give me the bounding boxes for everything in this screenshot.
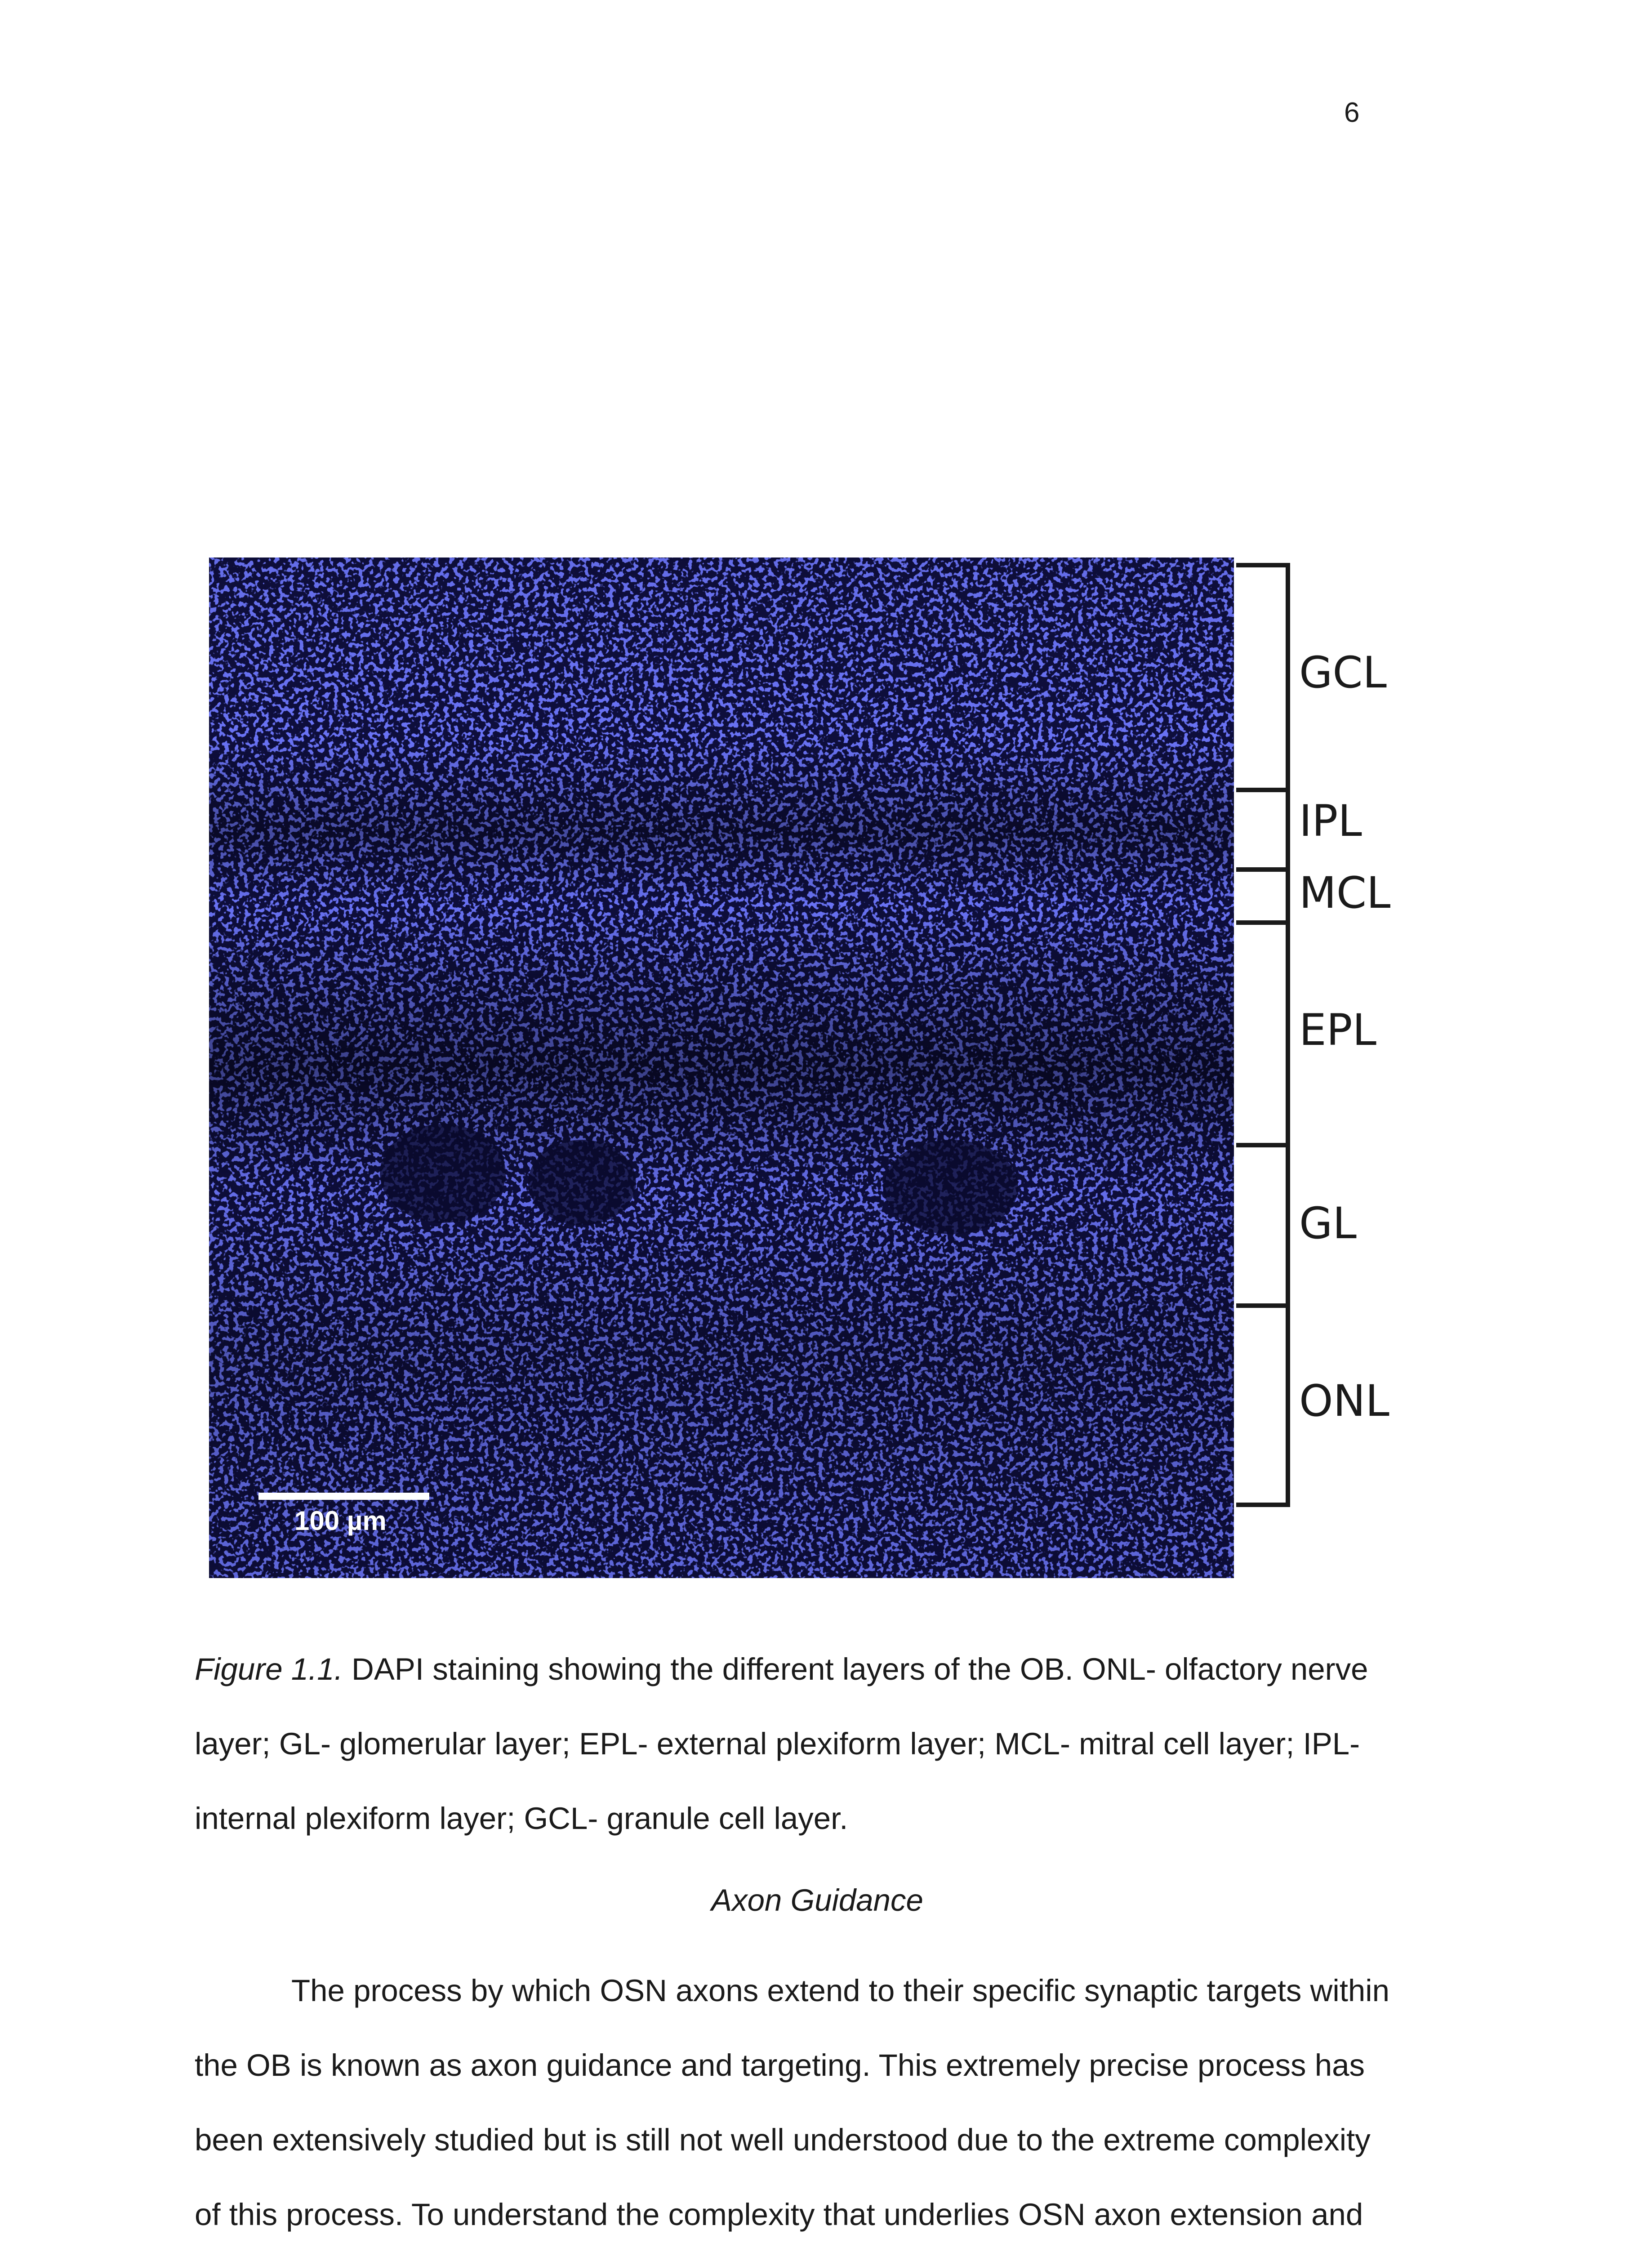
layer-label-ipl: IPL <box>1299 796 1362 846</box>
layer-bracket <box>1236 563 1299 1507</box>
layer-label-epl: EPL <box>1299 1005 1377 1055</box>
layer-label-gl: GL <box>1299 1198 1357 1249</box>
figure-1-1 <box>209 558 1234 1578</box>
scale-bar-label: 100 µm <box>294 1506 387 1536</box>
glomerulus <box>528 1140 636 1225</box>
layer-label-mcl: MCL <box>1299 868 1391 918</box>
glomerulus <box>380 1124 506 1223</box>
body-line: the OB is known as axon guidance and targeting. This extremely precise process has <box>195 2048 1365 2083</box>
layer-label-gcl: GCL <box>1299 647 1387 698</box>
scale-bar <box>258 1493 429 1500</box>
layer-label-onl: ONL <box>1299 1376 1389 1426</box>
layer-banding <box>209 558 1234 1578</box>
body-paragraph <box>195 1954 1440 2248</box>
body-line: The process by which OSN axons extend to their specific synaptic targets within <box>291 1973 1389 2008</box>
body-line: of this process. To understand the complexity that underlies OSN axon extension and <box>195 2197 1363 2232</box>
section-heading: Axon Guidance <box>711 1883 923 1918</box>
page-number: 6 <box>1344 97 1360 128</box>
caption-label: Figure 1.1. <box>195 1652 343 1686</box>
glomerulus <box>883 1140 1018 1234</box>
dapi-micrograph <box>209 558 1234 1578</box>
caption-text: DAPI staining showing the different layers of the OB. ONL- olfactory nerve layer; GL- glomerular layer; EPL- external plexiform layer; MCL- mitral cell layer; IPL- internal plexiform layer; GCL- granule cell layer. <box>195 1652 1368 1836</box>
figure-caption <box>195 1632 1440 1856</box>
body-line: been extensively studied but is still not well understood due to the extreme complexity <box>195 2123 1371 2157</box>
